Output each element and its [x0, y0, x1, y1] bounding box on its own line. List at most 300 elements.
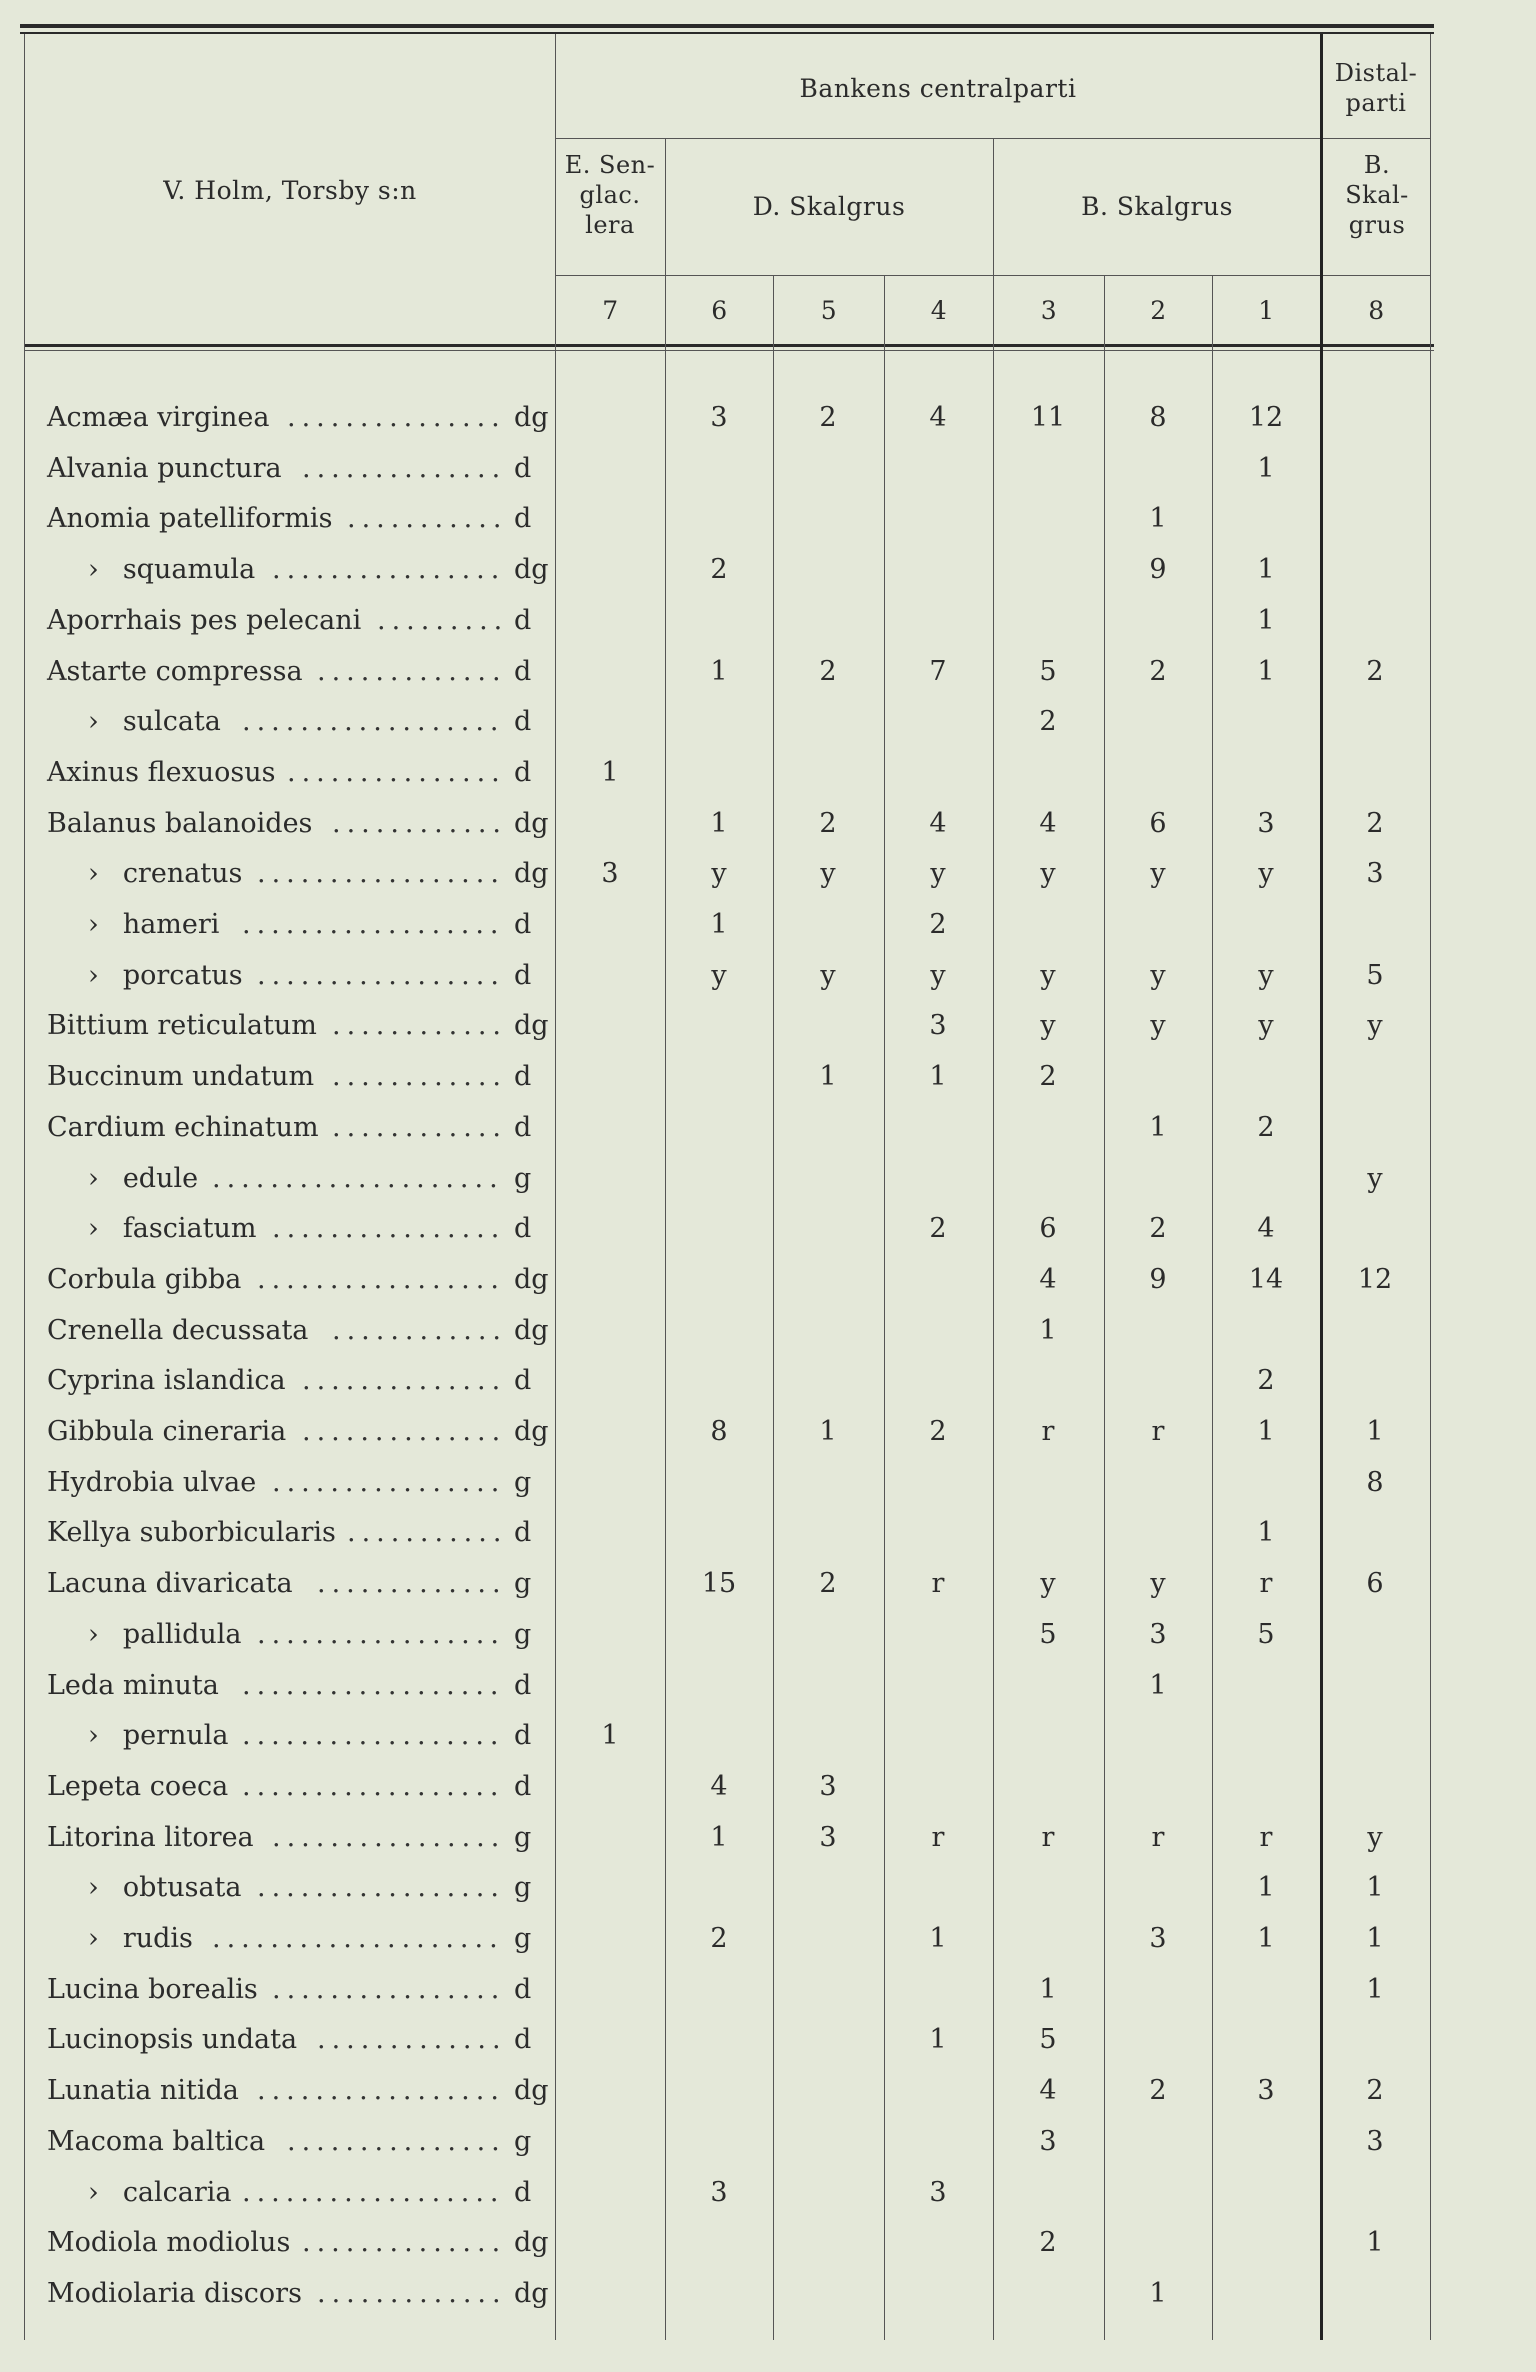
subheader-E: E. Sen-glac. lera — [564, 151, 656, 239]
count-cell: 3 — [1366, 2125, 1384, 2157]
ditto-mark: › — [88, 1213, 99, 1245]
table-row — [20, 1153, 1440, 1204]
count-cell: 1 — [929, 2024, 947, 2056]
leader-dots: ............. — [317, 1568, 507, 1600]
count-cell: 4 — [929, 402, 947, 433]
species-label: pallidula — [122, 1618, 242, 1650]
ditto-mark: › — [88, 1618, 99, 1650]
count-cell: 1 — [1039, 1973, 1057, 2005]
species-label: Macoma baltica — [47, 2125, 266, 2157]
col-number-8: 8 — [1368, 296, 1385, 325]
species-label: Axinus flexuosus — [47, 756, 276, 788]
count-cell: y — [711, 959, 727, 991]
count-cell: 2 — [1039, 706, 1057, 738]
species-name — [88, 1619, 242, 1650]
species-label: Litorina litorea — [47, 1821, 254, 1853]
table-row — [20, 1355, 1440, 1406]
top-rule-thin — [20, 32, 1434, 34]
count-cell: y — [1367, 1162, 1383, 1194]
ditto-mark: › — [88, 2176, 99, 2208]
leader-dots: ................. — [257, 1618, 505, 1650]
subheader-D: D. Skalgrus — [752, 192, 906, 221]
table-row — [20, 696, 1440, 747]
species-name — [47, 1822, 254, 1853]
species-label: crenatus — [122, 858, 243, 890]
species-label: Gibbula cineraria — [47, 1416, 287, 1447]
top-rule — [20, 24, 1434, 28]
table-row — [20, 493, 1440, 544]
habitat-code: dg — [514, 2075, 549, 2107]
species-name — [47, 808, 312, 839]
leader-dots: ................ — [272, 1466, 506, 1498]
leader-dots: .................. — [242, 1770, 505, 1802]
count-cell: y — [820, 858, 836, 890]
col-number-2: 2 — [1150, 296, 1167, 325]
col-number-6: 6 — [711, 296, 728, 325]
count-cell: y — [1367, 1821, 1383, 1853]
count-cell: 2 — [1149, 655, 1167, 687]
subheader-B-central: B. Skalgrus — [1081, 192, 1233, 221]
table-row — [20, 2065, 1440, 2116]
habitat-code: dg — [514, 1263, 549, 1295]
species-label: Hydrobia ulvae — [47, 1466, 257, 1498]
count-cell: 4 — [1257, 1213, 1275, 1245]
count-cell: 1 — [710, 807, 728, 839]
count-cell: 2 — [1257, 1111, 1275, 1143]
table-row — [20, 848, 1440, 899]
species-name — [88, 1213, 256, 1244]
count-cell: 5 — [1039, 2024, 1057, 2056]
table-row — [20, 1254, 1440, 1305]
count-cell: 1 — [1039, 1314, 1057, 1346]
count-cell: 2 — [710, 554, 728, 586]
count-cell: 3 — [710, 402, 728, 433]
species-name — [47, 1568, 293, 1599]
count-cell: 4 — [1039, 1263, 1057, 1295]
count-cell: 1 — [1257, 655, 1275, 687]
habitat-code: dg — [514, 1416, 549, 1447]
leader-dots: ............. — [317, 2277, 507, 2309]
count-cell: 5 — [1039, 1618, 1057, 1650]
leader-dots: ............ — [332, 807, 507, 839]
leader-dots: ............... — [287, 756, 506, 788]
leader-dots: ................. — [257, 959, 505, 991]
count-cell: 2 — [1039, 1061, 1057, 1093]
species-name — [88, 706, 221, 737]
species-label: fasciatum — [122, 1213, 257, 1245]
habitat-code: d — [514, 1720, 532, 1752]
species-label: calcaria — [122, 2176, 232, 2208]
species-name — [47, 1771, 228, 1802]
col-number-4: 4 — [930, 296, 948, 325]
species-label: Acmæa virginea — [47, 402, 270, 433]
leader-dots: ................. — [257, 1263, 505, 1295]
habitat-code: g — [514, 1923, 532, 1954]
species-name — [47, 1264, 241, 1295]
count-cell: 1 — [1366, 2227, 1384, 2259]
species-label: Lucina borealis — [47, 1973, 258, 2005]
count-cell: 1 — [1366, 1416, 1384, 1447]
leader-dots: .............. — [302, 1365, 507, 1397]
count-cell: 3 — [1257, 2075, 1275, 2107]
species-name — [47, 402, 269, 433]
count-cell: 1 — [1149, 1669, 1167, 1701]
species-label: Corbula gibba — [47, 1263, 242, 1295]
table-row — [20, 1102, 1440, 1153]
count-cell: 3 — [601, 858, 619, 890]
count-cell: r — [1041, 1416, 1055, 1447]
count-cell: 2 — [1366, 807, 1384, 839]
habitat-code: d — [514, 655, 532, 687]
ditto-mark: › — [88, 909, 99, 940]
count-cell: y — [1258, 1010, 1274, 1042]
table-row — [20, 1000, 1440, 1051]
leader-dots: .................. — [242, 2176, 505, 2208]
count-cell: y — [1258, 959, 1274, 991]
species-label: sulcata — [122, 706, 221, 738]
table-row — [20, 899, 1440, 950]
count-cell: 1 — [1149, 2277, 1167, 2309]
col-number-3: 3 — [1040, 296, 1058, 325]
count-cell: y — [1040, 1010, 1056, 1042]
count-cell: 2 — [819, 1568, 837, 1600]
species-label: Lepeta coeca — [47, 1770, 229, 1802]
table-row — [20, 950, 1440, 1001]
table-row — [20, 443, 1440, 494]
species-label: Cardium echinatum — [47, 1111, 319, 1143]
species-name — [47, 1315, 308, 1346]
count-cell: 8 — [710, 1416, 728, 1447]
count-cell: 4 — [1039, 2075, 1057, 2107]
count-cell: 2 — [1257, 1365, 1275, 1397]
count-cell: r — [1259, 1821, 1273, 1853]
count-cell: y — [930, 959, 946, 991]
count-cell: 3 — [1366, 858, 1384, 890]
species-label: Astarte compressa — [47, 655, 303, 687]
leader-dots: .................. — [242, 1720, 505, 1752]
habitat-code: d — [514, 1973, 532, 2005]
count-cell: 1 — [1149, 1111, 1167, 1143]
table-row — [20, 2167, 1440, 2218]
count-cell: y — [820, 959, 836, 991]
species-label: Lucinopsis undata — [47, 2024, 298, 2056]
locality-header: V. Holm, Torsby s:n — [163, 176, 417, 205]
count-cell: 5 — [1257, 1618, 1275, 1650]
ditto-mark: › — [88, 858, 99, 890]
count-cell: 12 — [1248, 402, 1284, 433]
count-cell: 1 — [1366, 1923, 1384, 1954]
count-cell: 1 — [710, 655, 728, 687]
count-cell: 9 — [1149, 554, 1167, 586]
table-row — [20, 1812, 1440, 1863]
count-cell: 2 — [1366, 655, 1384, 687]
count-cell: 4 — [710, 1770, 728, 1802]
distal-group-header: Distal-parti — [1334, 59, 1418, 117]
species-label: squamula — [122, 554, 256, 586]
count-cell: 2 — [819, 807, 837, 839]
count-cell: 11 — [1030, 402, 1066, 433]
table-row — [20, 1051, 1440, 1102]
count-cell: y — [1040, 1568, 1056, 1600]
ditto-mark: › — [88, 1872, 99, 1904]
species-label: Buccinum undatum — [47, 1061, 315, 1093]
count-cell: 5 — [1039, 655, 1057, 687]
habitat-code: d — [514, 756, 532, 788]
species-label: Anomia patelliformis — [47, 503, 333, 535]
habitat-code: d — [514, 503, 532, 535]
header-bottom-thin-rule — [24, 350, 1434, 351]
count-cell: 3 — [819, 1770, 837, 1802]
count-cell: y — [1150, 959, 1166, 991]
count-cell: 4 — [929, 807, 947, 839]
table-row — [20, 1406, 1440, 1457]
species-label: Cyprina islandica — [47, 1365, 286, 1397]
species-label: hameri — [122, 909, 220, 940]
count-cell: 12 — [1357, 1263, 1393, 1295]
ditto-mark: › — [88, 1162, 99, 1194]
species-label: Lacuna divaricata — [47, 1568, 293, 1600]
count-cell: 6 — [1149, 807, 1167, 839]
count-cell: 6 — [1366, 1568, 1384, 1600]
species-label: rudis — [122, 1923, 193, 1954]
table-row — [20, 544, 1440, 595]
leader-dots: ................ — [272, 1213, 506, 1245]
habitat-code: d — [514, 1770, 532, 1802]
count-cell: 1 — [1366, 1973, 1384, 2005]
count-cell: 1 — [929, 1923, 947, 1954]
table-row — [20, 595, 1440, 646]
habitat-code: dg — [514, 858, 549, 890]
species-name — [47, 453, 282, 484]
count-cell: 2 — [819, 655, 837, 687]
table-row — [20, 2014, 1440, 2065]
habitat-code: d — [514, 1669, 532, 1701]
species-name — [47, 1517, 336, 1548]
count-cell: 1 — [819, 1061, 837, 1093]
habitat-code: d — [514, 1111, 532, 1143]
habitat-code: d — [514, 604, 532, 636]
leader-dots: .................. — [242, 706, 505, 738]
ditto-mark: › — [88, 959, 99, 991]
leader-dots: ................. — [257, 1872, 505, 1904]
species-name — [88, 858, 242, 889]
habitat-code: dg — [514, 2277, 549, 2309]
leader-dots: .................... — [212, 1923, 504, 1954]
leader-dots: ............ — [332, 1061, 507, 1093]
count-cell: 7 — [929, 655, 947, 687]
table-row — [20, 1913, 1440, 1964]
species-name — [47, 605, 361, 636]
leader-dots: ......... — [377, 604, 509, 636]
count-cell: r — [931, 1568, 945, 1600]
table-row — [20, 2217, 1440, 2268]
count-cell: 2 — [819, 402, 837, 433]
species-label: Modiolaria discors — [47, 2277, 302, 2309]
count-cell: 2 — [929, 909, 947, 940]
species-name — [88, 554, 255, 585]
count-cell: 1 — [601, 756, 619, 788]
species-label: Aporrhais pes pelecani — [47, 604, 362, 636]
species-name — [88, 909, 219, 940]
count-cell: 1 — [1257, 452, 1275, 484]
leader-dots: .............. — [302, 1416, 507, 1447]
species-name — [47, 1670, 219, 1701]
count-cell: 1 — [1257, 554, 1275, 586]
species-name — [47, 757, 276, 788]
table-row — [20, 2268, 1440, 2319]
habitat-code: d — [514, 1213, 532, 1245]
table-row — [20, 392, 1440, 443]
leader-dots: .................... — [212, 1162, 504, 1194]
habitat-code: dg — [514, 2227, 549, 2259]
count-cell: y — [1367, 1010, 1383, 1042]
table-row — [20, 1964, 1440, 2015]
table-row — [20, 747, 1440, 798]
habitat-code: g — [514, 1872, 532, 1904]
count-cell: 3 — [1257, 807, 1275, 839]
species-name — [47, 2278, 302, 2309]
count-cell: r — [931, 1821, 945, 1853]
habitat-code: g — [514, 1162, 532, 1194]
subheader-B-distal: B. Skal-grus — [1345, 151, 1409, 239]
table-row — [20, 2116, 1440, 2167]
count-cell: 3 — [819, 1821, 837, 1853]
habitat-code: dg — [514, 1314, 549, 1346]
leader-dots: .............. — [302, 452, 507, 484]
count-cell: 2 — [1149, 1213, 1167, 1245]
leader-dots: .............. — [302, 2227, 507, 2259]
table-row — [20, 1558, 1440, 1609]
leader-dots: ................. — [257, 2075, 505, 2107]
species-name — [47, 1467, 256, 1498]
count-cell: r — [1151, 1416, 1165, 1447]
species-name — [47, 2126, 265, 2157]
count-cell: 1 — [929, 1061, 947, 1093]
count-cell: 1 — [1257, 1517, 1275, 1549]
species-name — [88, 1872, 242, 1903]
count-cell: 3 — [710, 2176, 728, 2208]
count-cell: 3 — [929, 2176, 947, 2208]
species-label: Kellya suborbicularis — [47, 1517, 336, 1549]
count-cell: r — [1259, 1568, 1273, 1600]
species-name — [47, 1112, 319, 1143]
central-group-header: Bankens centralparti — [799, 74, 1077, 103]
species-name — [47, 2075, 239, 2106]
count-cell: 6 — [1039, 1213, 1057, 1245]
table-row — [20, 1710, 1440, 1761]
species-name — [88, 1163, 198, 1194]
count-cell: y — [1150, 1568, 1166, 1600]
count-cell: 3 — [1039, 2125, 1057, 2157]
species-name — [47, 1061, 314, 1092]
count-cell: 9 — [1149, 1263, 1167, 1295]
table-row — [20, 1862, 1440, 1913]
species-label: Bittium reticulatum — [47, 1010, 317, 1042]
leader-dots: ............... — [287, 2125, 506, 2157]
count-cell: 1 — [819, 1416, 837, 1447]
species-name — [88, 960, 243, 991]
habitat-code: dg — [514, 402, 549, 433]
habitat-code: dg — [514, 554, 549, 586]
leader-dots: ................. — [257, 858, 505, 890]
habitat-code: d — [514, 909, 532, 940]
leader-dots: ............. — [317, 2024, 507, 2056]
species-name — [47, 503, 332, 534]
leader-dots: ............ — [332, 1314, 507, 1346]
count-cell: y — [1040, 959, 1056, 991]
count-cell: 14 — [1248, 1263, 1284, 1295]
table-row — [20, 1203, 1440, 1254]
habitat-code: d — [514, 2024, 532, 2056]
species-name — [47, 2024, 297, 2055]
count-cell: r — [1151, 1821, 1165, 1853]
habitat-code: d — [514, 2176, 532, 2208]
count-cell: y — [1040, 858, 1056, 890]
habitat-code: g — [514, 1618, 532, 1650]
table-row — [20, 1457, 1440, 1508]
species-name — [88, 2177, 232, 2208]
count-cell: y — [1150, 1010, 1166, 1042]
count-cell: 2 — [1149, 2075, 1167, 2107]
habitat-code: g — [514, 1568, 532, 1600]
ditto-mark: › — [88, 554, 99, 586]
species-name — [47, 656, 303, 687]
leader-dots: ............ — [332, 1111, 507, 1143]
leader-dots: .................. — [242, 1669, 505, 1701]
species-label: Crenella decussata — [47, 1314, 309, 1346]
habitat-code: g — [514, 1821, 532, 1853]
table-row — [20, 798, 1440, 849]
col-number-7: 7 — [602, 296, 619, 325]
ditto-mark: › — [88, 1720, 99, 1752]
leader-dots: .................. — [242, 909, 505, 940]
leader-dots: ............ — [332, 1010, 507, 1042]
habitat-code: d — [514, 1517, 532, 1549]
species-name — [47, 1010, 317, 1041]
count-cell: 2 — [929, 1213, 947, 1245]
leader-dots: ........... — [347, 503, 508, 535]
count-cell: 1 — [1366, 1872, 1384, 1904]
species-label: Modiola modiolus — [47, 2227, 291, 2259]
species-label: porcatus — [122, 959, 243, 991]
col-number-1: 1 — [1258, 296, 1275, 325]
count-cell: 1 — [1149, 503, 1167, 535]
count-cell: 1 — [1257, 1872, 1275, 1904]
count-cell: 3 — [1149, 1618, 1167, 1650]
count-cell: 1 — [1257, 604, 1275, 636]
count-cell: 1 — [1257, 1923, 1275, 1954]
table-row — [20, 1660, 1440, 1711]
leader-dots: ................ — [272, 1973, 506, 2005]
species-label: Lunatia nitida — [47, 2075, 239, 2107]
leader-dots: ........... — [347, 1517, 508, 1549]
count-cell: 3 — [1149, 1923, 1167, 1954]
species-name — [88, 1720, 229, 1751]
count-cell: y — [1258, 858, 1274, 890]
count-cell: 2 — [710, 1923, 728, 1954]
table-row — [20, 1761, 1440, 1812]
table-row — [20, 1507, 1440, 1558]
count-cell: 1 — [710, 1821, 728, 1853]
habitat-code: g — [514, 2125, 532, 2157]
species-name — [47, 2227, 290, 2258]
count-cell: y — [711, 858, 727, 890]
leader-dots: ............... — [287, 402, 506, 433]
species-label: Balanus balanoides — [47, 807, 313, 839]
count-cell: 1 — [1257, 1416, 1275, 1447]
habitat-code: g — [514, 1466, 532, 1498]
species-label: Alvania punctura — [47, 452, 282, 484]
